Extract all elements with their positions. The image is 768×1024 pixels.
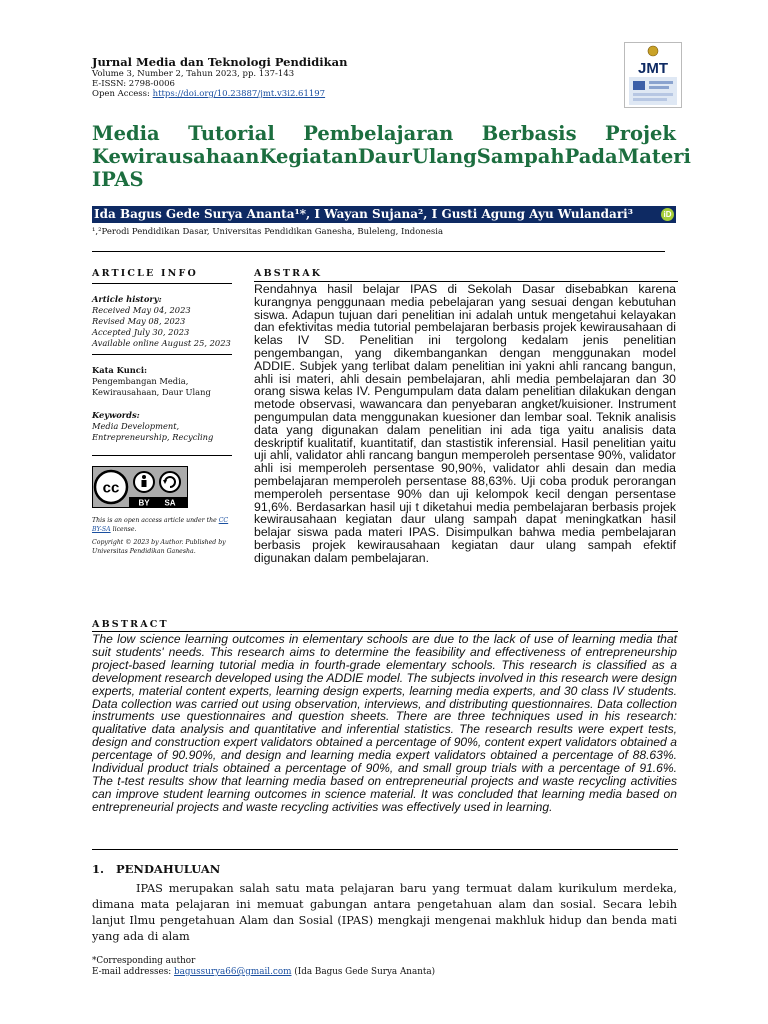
divider [92, 849, 678, 850]
title-word: Projek [605, 122, 676, 145]
license-text [92, 516, 232, 534]
cc-label: cc [102, 479, 120, 497]
title-word: Tutorial [188, 122, 275, 145]
kata-kunci-label: Kata Kunci: [92, 365, 148, 375]
history-label: Article history: [92, 294, 162, 304]
abstract-heading: ABSTRACT [92, 619, 169, 630]
keywords-line: Entrepreneurship, Recycling [92, 432, 214, 442]
corresponding-author-note: *Corresponding author [92, 956, 196, 966]
cc-by-sa-graphic [93, 467, 187, 507]
history-received: Received May 04, 2023 [92, 305, 191, 315]
title-word: Daur [357, 145, 412, 168]
orcid-icon[interactable]: iD [661, 208, 674, 221]
sa-icon [160, 472, 180, 492]
cc-by-sa-badge[interactable] [92, 466, 188, 508]
divider [92, 354, 232, 355]
journal-logo-graphic [625, 43, 681, 107]
title-word: Kewirausahaan [92, 145, 260, 168]
author-bar [92, 206, 676, 223]
article-info-heading: ARTICLE INFO [92, 268, 198, 279]
kata-kunci-line: Kewirausahaan, Daur Ulang [92, 387, 211, 397]
keywords-line: Media Development, [92, 421, 180, 431]
license-suffix: license. [110, 526, 137, 533]
volume-line: Volume 3, Number 2, Tahun 2023, pp. 137-143 [92, 69, 295, 79]
history-online: Available online August 25, 2023 [92, 338, 231, 348]
title-word: Pembelajaran [303, 122, 454, 145]
history-revised: Revised May 08, 2023 [92, 316, 186, 326]
article-title [92, 122, 691, 191]
title-word: Berbasis [481, 122, 577, 145]
title-line [92, 145, 691, 168]
author-names: Ida Bagus Gede Surya Ananta¹*, I Wayan Sujana², I Gusti Agung Ayu Wulandari³ [94, 207, 633, 221]
email-owner: (Ida Bagus Gede Surya Ananta) [291, 967, 436, 977]
kata-kunci-line: Pengembangan Media, [92, 376, 189, 386]
journal-logo [624, 42, 682, 108]
doi-link[interactable]: https://doi.org/10.23887/jmt.v3i2.61197 [152, 89, 326, 99]
keywords-label: Keywords: [92, 410, 140, 420]
email-label: E-mail addresses: [92, 967, 174, 977]
title-word: Media [92, 122, 160, 145]
section-body [92, 881, 677, 945]
history-accepted: Accepted July 30, 2023 [92, 327, 190, 337]
abstract-text: The low science learning outcomes in elementary schools are due to the lack of use of learning media that suit students' needs. This research aims to determine the feasibility and effectiveness of entrepreneurship project-based learning tutorial media in fourth-grade elementary schools. This research is classified as a development research developed using the ADDIE model. The subjects involved in this research were design experts, material content experts, learning design experts, learning media experts, and 30 class IV students. Data collection was carried out using observation, interviews, and distributing questionnaires. Data collection instruments use questionnaires and question sheets. There are three techniques used in his research: qualitative data analysis and quantitative and inferential statistics. The research results were expert tests, design and construction expert validators obtained a percentage of 90%, content expert validators obtained a percentage of 90.90%, and design and learning media expert validators obtained a percentage of 88.63%. Individual product trials obtained a percentage of 90%, and small group trials with a percentage of 91.6%. The t-test results show that learning media based on entrepreneurial projects and waste recycling activities can improve student learning outcomes in science material. It was concluded that learning media based on entrepreneurial projects and waste recycling activities was effectively used in learning. [92, 632, 677, 814]
sa-label: SA [164, 498, 176, 507]
divider [92, 283, 232, 284]
title-word: Ulang [411, 145, 477, 168]
abstrak-text: Rendahnya hasil belajar IPAS di Sekolah Dasar disebabkan karena kurangnya penggunaan media pebelajaran yang sesuai dengan kebutuhan siswa. Adapun tujuan dari penelitian ini adalah untuk mengetahui kelayakan dan efektivitas media tutorial pembelajaran berbasis projek kewirausahaan di kelas IV SD. Penelitian ini tergolong kedalam jenis penelitian pengembangan, yang dikembangankan dengan menggunakan model ADDIE. Subjek yang terlibat dalam penelitian ini yakni ahli rancang bangun, ahli isi materi, ahli desain pembelajaran, ahli media pembelajaran dan 30 orang siswa kelas IV. Pengumpulam data dalam penelitian dilakukan dengan metode observasi, wawancara dan penyebaran angket/kuisioner. Instrument pengumpulan data menggunakan kuesioner dan lembar soal. Teknik analisis data yang digunakan dalam penelitian ini ada tiga yaitu analisis data deskriptif kualitatif, kuantitatif, dan stastistik inferensial. Hasil penelitian yaitu uji ahli, validator ahli rancang bangun memperoleh persentase 90%, validator ahli isi memperoleh persentase 90,90%, validator ahli desain dan media pembelajaran memperoleh persentase 88,63%. Uji coba produk perorangan memperoleh persentase 90% dan uji kelompok kecil dengan persentase 91,6%. Berdasarkan hasil uji t diketahui media pembelajaran berbasis projek kewirausahaan kegiatan daur ulang sampah dapat meningkatkan hasil belajar siswa pada materi IPAS. Disimpulkan bahwa media pembelajaran berbasis projek kewirausahaan kegiatan daur ulang sampah efektif digunakan dalam pembelajaran. [254, 282, 676, 565]
logo-text: JMT [638, 60, 668, 77]
section-heading: 1. PENDAHULUAN [92, 862, 221, 876]
title-line [92, 122, 676, 145]
email-line [92, 967, 435, 977]
email-link[interactable]: bagussurya66@gmail.com [174, 967, 292, 977]
title-line [92, 168, 676, 191]
affiliation: ¹,²Perodi Pendidikan Dasar, Universitas Pendidikan Ganesha, Buleleng, Indonesia [92, 227, 444, 237]
open-access-label: Open Access: [92, 89, 153, 99]
copyright-text: Copyright © 2023 by Author. Published by Universitas Pendidikan Ganesha. [92, 539, 226, 555]
journal-name: Jurnal Media dan Teknologi Pendidikan [92, 55, 348, 69]
title-word: IPAS [92, 168, 144, 191]
divider [92, 251, 665, 252]
section-paragraph: IPAS merupakan salah satu mata pelajaran baru yang termuat dalam kurikulum merdeka, dimana mata pelajaran ini memuat gabungan antara pengetahuan alam dan sosial. Secara lebih lanjut Ilmu pengetahuan Alam dan Sosial (IPAS) mengkaji mengenai makhluk hidup dan benda mati yang ada di alam [92, 882, 677, 943]
title-word: Kegiatan [259, 145, 358, 168]
divider [92, 455, 232, 456]
license-link[interactable]: CC BY-SA [92, 517, 229, 533]
title-word: Sampah [476, 145, 565, 168]
by-label: BY [138, 498, 150, 507]
abstrak-heading: ABSTRAK [254, 268, 323, 279]
title-word: Materi [617, 145, 691, 168]
issn-line: E-ISSN: 2798-0006 [92, 79, 175, 89]
open-access-line [92, 89, 325, 99]
license-prefix: This is an open access article under the [92, 517, 219, 524]
title-word: Pada [564, 145, 618, 168]
